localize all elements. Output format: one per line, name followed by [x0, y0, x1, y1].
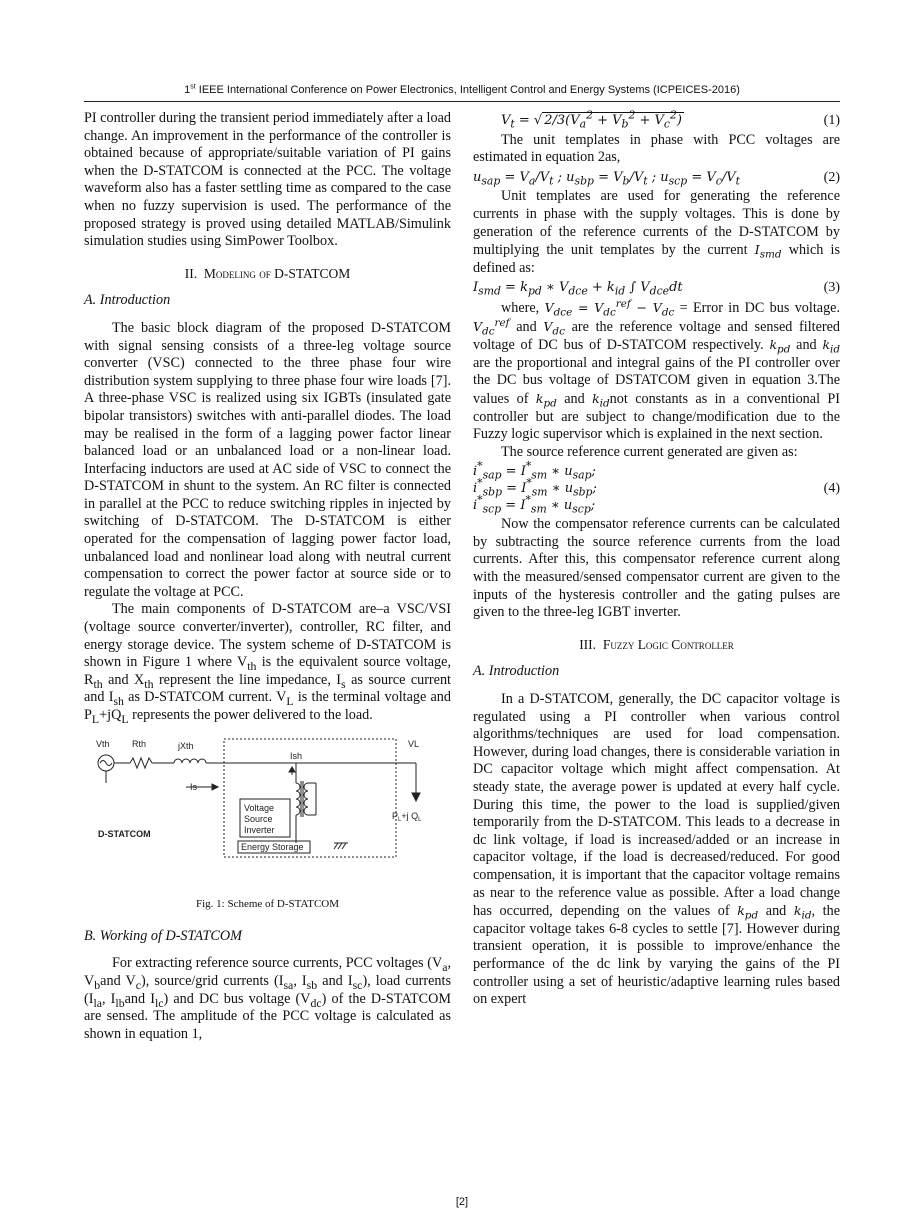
paragraph-error-definition: where, $V_{dce} = V_{dc}^{ref} - V_{dc}$ = Error in DC bus voltage. $V_{dc}^{ref}$ and $V_{dc}$ are the reference voltage and sensed filtered voltage of DC bus of D-STATCOM respectively. $k_{pd}$ and $k_{id}$ are the proportional and integral gains of the PI controller over the DC bus voltage of DSTATCOM given in equation 3.The values of $k_{pd}$ and $k_{id}not$ constants as in a conventional PI controller but are subject to change/modification due to the Fuzzy logic supervisor which is explained in the next section. — [473, 297, 841, 443]
equation-2: $u_{sap} = V_a/V_t$ ; $u_{sbp} = V_b/V_t$ ; $u_{scp} = V_c/V_t$ (2) — [473, 169, 840, 188]
paragraph-source-reference: The source reference current generated are given as: — [501, 443, 798, 460]
equation-1: $V_t$ = √ $2/3(V_a^2 + V_b^2 + V_c^2)$ (1) — [501, 108, 840, 131]
paragraph-unit-templates: The unit templates in phase with PCC voltages are estimated in equation 2as, — [473, 131, 840, 166]
paragraph-compensator: Now the compensator reference currents can be calculated by subtracting the source reference currents from the load currents. After this, this compensator reference current along with the measured/sensed compensator current are given to the inputs of the hysteresis controller and the gating pulses are given to the three-leg IGBT inverter. — [473, 516, 840, 621]
label-vsi-3: Inverter — [244, 824, 275, 835]
dstatcom-scheme-figure — [94, 731, 434, 881]
subsection-a-heading: A. Introduction — [84, 292, 171, 309]
label-vth: Vth — [96, 738, 110, 749]
label-xth: jXth — [178, 740, 194, 751]
subsection-b-heading: B. Working of D-STATCOM — [84, 927, 242, 944]
paragraph-block-diagram: The basic block diagram of the proposed D-STATCOM with signal sensing consists of a three-leg voltage source converter (VSC) connected to the three phase four wire distribution system supplying to three phase four wire loads [7]. A three-phase VSC is realized using six IGBTs (insulated gate bipolar transistors) switches with anti-parallel diodes. The load may be realised in the form of a lagging power factor linear balanced load or an unbalanced load or a non-linear load. Interfacing inductors are used at AC side of VSC to connect the D-STATCOM in shunt to the system. An RC filter is connected in parallel at the PCC to reduce switching ripples in injected by switching of D-STATCOM. The D-STATCOM is either operated for the compensation of lagging power factor load, unbalanced load and nonlinear load along with neutral current compensation to correct the power factor at source side or to regulate the voltage at PCC. — [84, 319, 451, 600]
label-dstatcom: D-STATCOM — [98, 828, 151, 839]
label-vl: VL — [408, 738, 420, 749]
label-vsi-2: Source — [244, 813, 273, 824]
section-heading-2: II. Modeling of D-STATCOM — [184, 265, 351, 281]
label-ish: Ish — [290, 750, 303, 761]
paragraph-fuzzy-intro: In a D-STATCOM, generally, the DC capacitor voltage is regulated using a PI controller when various control algorithms/techniques are used for load compensation. However, during load changes, there is considerable variation in DC capacitor voltage which might affect compensation. At steady state, the average power is updated at every half cycle. During this time, the power to the load is supplied/given temporarily from the D-STATCOM. This leads to a decrease in dc link voltage, if load is increased/added or an increase in capacitor voltage, if the load is decreased/reduced. For good compensation, it is important that the capacitor voltage remains as near to the reference value as possible. After a load change has occurred, depending on the values of $k_{pd}$ and $k_{id}$, the capacitor voltage takes 6-8 cycles to settle [7]. However during transient operation, it is possible to improve/enhance the performance of the dc link by varying the gains of the PI controller using a set of heuristic/adaptive learning rules based on expert — [473, 691, 840, 1008]
left-column — [84, 110, 451, 1043]
label-energy-storage: Energy Storage — [241, 841, 304, 852]
header-rule — [84, 101, 840, 102]
page-number: [2] — [455, 1196, 469, 1208]
paragraph-components: The main components of D-STATCOM are–a VSC/VSI (voltage source converter/inverter), controller, RC filter, and energy storage device. The system scheme of D-STATCOM is shown in Figure 1 where $V_{th}$ is the equivalent source voltage, $R_{th}$ and $X_{th}$ represent the line impedance, $I_s$ as source current and $I_{sh}$ as D-STATCOM current. $V_L$ is the terminal voltage and $P_L+jQ_L$ represents the power delivered to the load. — [84, 601, 451, 726]
section-heading-3: III. Fuzzy Logic Controller — [579, 636, 734, 652]
right-column — [473, 110, 840, 1009]
label-vsi-1: Voltage — [244, 802, 275, 813]
label-rth: Rth — [132, 738, 147, 749]
label-load-power: $P_L+j$ $Q_L$ — [392, 810, 422, 823]
equation-3: $I_{smd} = k_{pd}$ ∗ $V_{dce} + k_{id}$ ∫ $V_{dce}dt$ (3) — [473, 280, 840, 298]
paragraph-extraction: For extracting reference source currents, PCC voltages ($V_a$, $V_band$ $V_c$), source/grid currents ($I_{sa}$, $I_{sb}$ and $I_{sc}$), load currents ($I_{la}$, $I_{lb}and$ $I_{lc}$) and DC bus voltage $(V_{dc})$ of the D-STATCOM are sensed. The amplitude of the PCC voltage is calculated as shown in equation 1, — [84, 955, 451, 1042]
subsection-a-heading-fuzzy: A. Introduction — [473, 663, 560, 680]
intro-paragraph-end: PI controller during the transient period immediately after a load change. An improvement in the performance of the controller is obtained because of appropriate/suitable variation of PI gains when the D-STATCOM is connected at the PCC. The voltage waveform also has a faster settling time as compared to the case when no fuzzy supervision is used. The performance of the proposed strategy is proved using detailed MATLAB/Simulink simulation studies using SimPower Toolbox. — [84, 110, 451, 250]
conference-header: 1st IEEE International Conference on Power Electronics, Intelligent Control and Energy Systems (ICPEICES-2016) — [184, 83, 740, 96]
label-is: Is — [190, 781, 198, 792]
paragraph-reference-currents: Unit templates are used for generating the reference currents in phase with the supply voltages. This is done by generation of the reference currents of the D-STATCOM by multiplying the unit templates by the current $I_{smd}$ which is defined as: — [473, 188, 841, 276]
equation-4: $i^*_{sap} = I^*_{sm}$ ∗ $u_{sap}$; $i^*_{sbp} = I^*_{sm}$ ∗ $u_{sbp}$; $i^*_{scp} = I^*_{sm}$ ∗ $u_{scp}$; (4) — [473, 459, 840, 516]
figure-caption: Fig. 1: Scheme of D-STATCOM — [195, 898, 340, 911]
